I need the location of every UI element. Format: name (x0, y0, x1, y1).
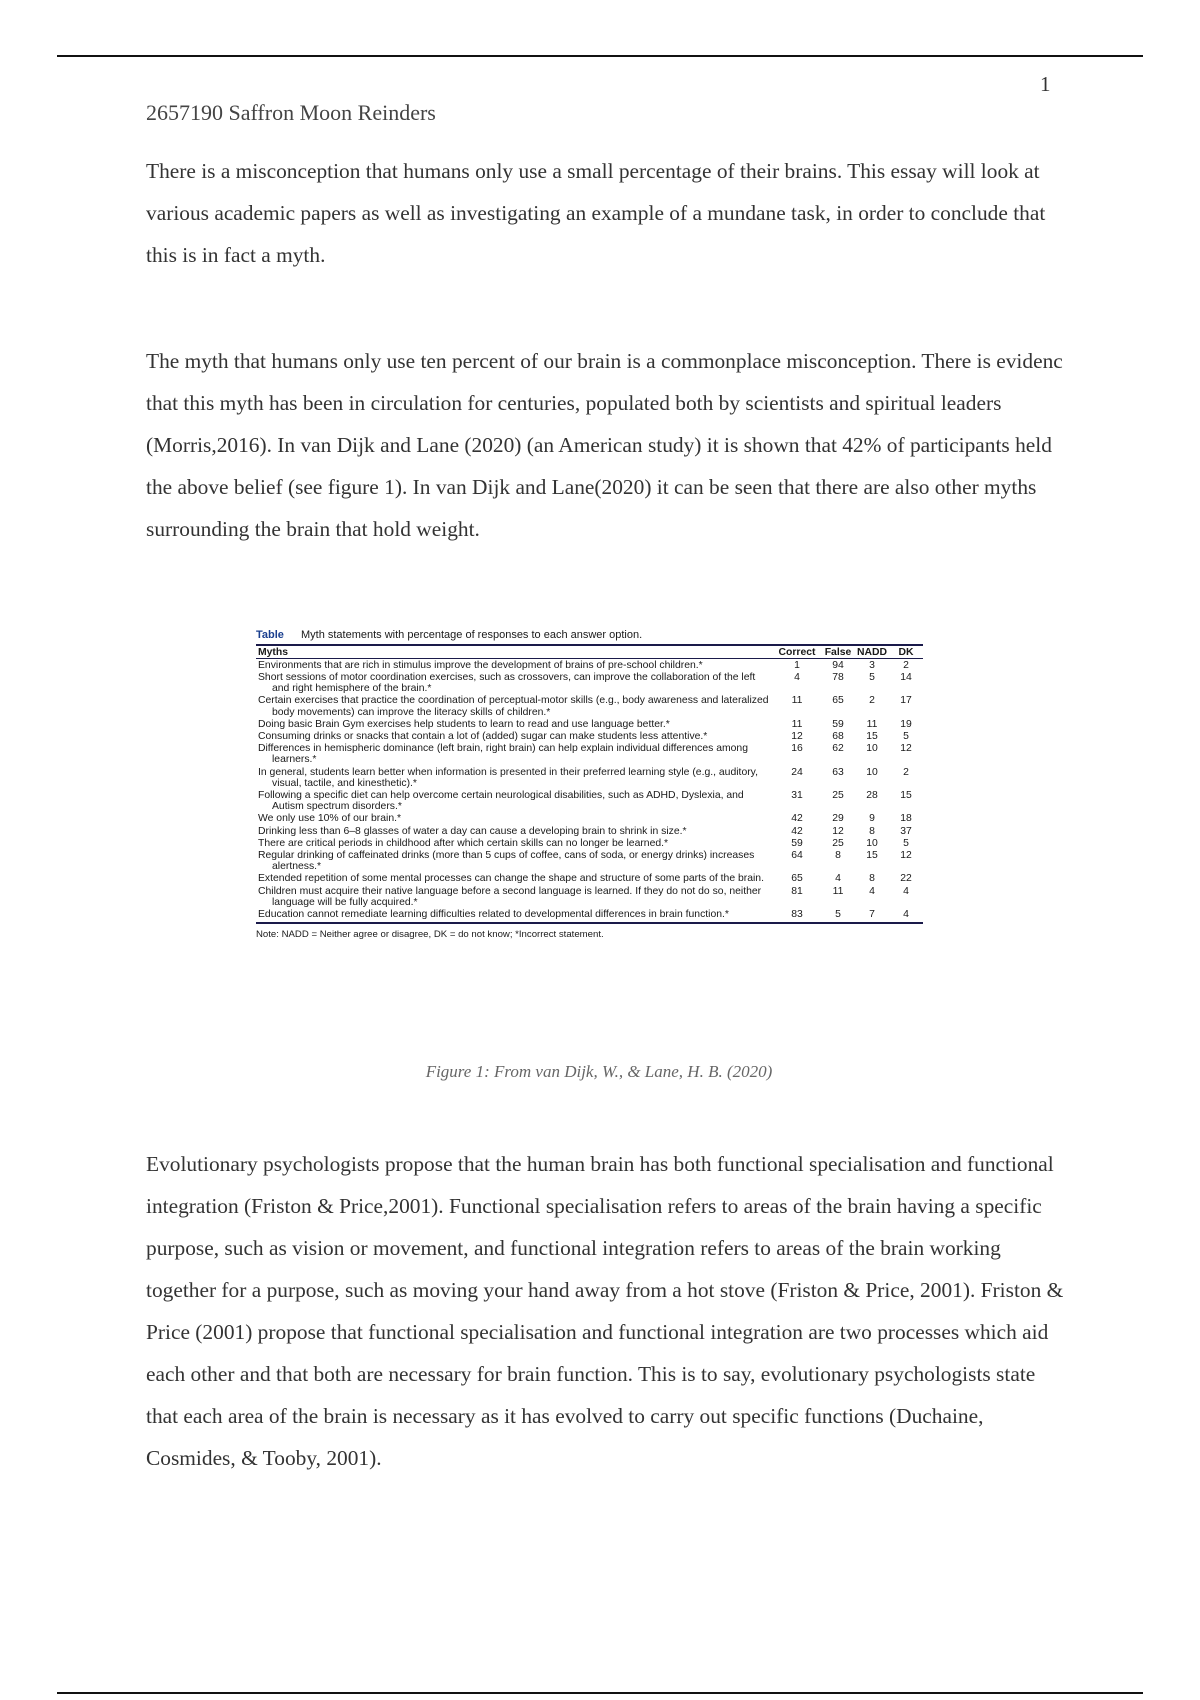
myth-statement: We only use 10% of our brain.* (258, 813, 402, 825)
table-row (256, 730, 923, 742)
myth-statement: Extended repetition of some mental processes can change the shape and structure of some parts of the brain. (258, 873, 764, 885)
response-percent: 12 (900, 849, 912, 861)
response-percent: 25 (832, 789, 844, 801)
author-line: 2657190 Saffron Moon Reinders (146, 100, 436, 125)
myth-statement: Environments that are rich in stimulus improve the development of brains of pre-school children.* (258, 659, 703, 671)
response-percent: 59 (791, 837, 803, 849)
response-percent: 11 (791, 695, 803, 707)
table-row (256, 695, 923, 718)
response-percent: 10 (866, 837, 878, 849)
response-percent: 24 (791, 766, 803, 778)
response-percent: 15 (900, 789, 912, 801)
response-percent: 65 (832, 695, 844, 707)
myth-statement: Doing basic Brain Gym exercises help students to learn to read and use language better.* (258, 718, 670, 730)
response-percent: 7 (855, 908, 889, 923)
response-percent: 29 (832, 813, 844, 825)
table-row (256, 659, 923, 672)
myth-statement: Following a specific diet can help overcome certain neurological disabilities, such as ADHD, Dyslexia, and Autism spectrum disorders.* (258, 789, 744, 813)
response-percent: 81 (791, 885, 803, 897)
figure-table-image (256, 628, 923, 941)
response-percent: 42 (791, 813, 803, 825)
response-percent: 12 (900, 743, 912, 755)
table-row (256, 743, 923, 766)
response-percent: 17 (900, 695, 912, 707)
response-percent: 78 (832, 671, 844, 683)
myth-statement: Differences in hemispheric dominance (left brain, right brain) can help explain individual differences among learners.* (258, 743, 748, 766)
response-percent: 42 (791, 825, 803, 837)
myth-statement: Consuming drinks or snacks that contain a lot of (added) sugar can make students less attentive.* (258, 730, 708, 742)
response-percent: 4 (889, 908, 923, 923)
response-percent: 4 (835, 873, 841, 885)
response-percent: 63 (832, 766, 844, 778)
response-percent: 64 (791, 849, 803, 861)
response-percent: 5 (821, 908, 855, 923)
response-percent: 10 (866, 766, 878, 778)
response-percent: 5 (903, 730, 909, 742)
footer-rule (57, 1692, 1143, 1694)
table-header-row (256, 646, 923, 659)
table-row (256, 789, 923, 812)
response-percent: 14 (900, 671, 912, 683)
myth-table (256, 646, 923, 924)
table-row (256, 766, 923, 789)
table-row (256, 718, 923, 730)
response-percent: 3 (869, 659, 875, 671)
response-percent: 2 (903, 659, 909, 671)
intro-paragraph: There is a misconception that humans only use a small percentage of their brains. This essay will look at various academic papers as well as investigating an example of a mundane task, in order to conclude that this is in fact a myth. (146, 159, 1046, 267)
response-percent: 2 (869, 695, 875, 707)
response-percent: 9 (869, 813, 875, 825)
response-percent: 4 (794, 671, 800, 683)
response-percent: 19 (900, 718, 912, 730)
response-percent: 15 (866, 730, 878, 742)
response-percent: 18 (900, 813, 912, 825)
myth-statement: Regular drinking of caffeinated drinks (more than 5 cups of coffee, cans of soda, or energy drinks) increases alertness.* (258, 849, 755, 873)
response-percent: 11 (791, 718, 803, 730)
table-title: Myth statements with percentage of responses to each answer option. (300, 629, 643, 641)
page-number: 1 (1040, 72, 1051, 96)
response-percent: 59 (832, 718, 844, 730)
response-percent: 8 (835, 849, 841, 861)
response-percent: 22 (900, 873, 912, 885)
response-percent: 16 (791, 743, 803, 755)
response-percent: 8 (869, 825, 875, 837)
response-percent: 62 (832, 743, 844, 755)
table-row (256, 671, 923, 694)
response-percent: 5 (869, 671, 875, 683)
myth-statement: Drinking less than 6–8 glasses of water a day can cause a developing brain to shrink in size.* (258, 825, 687, 837)
table-row (256, 908, 923, 923)
response-percent: 4 (869, 885, 875, 897)
header-false: False (821, 646, 855, 659)
myth-statement: In general, students learn better when information is presented in their preferred learning style (e.g., auditory, visual, tactile, and kinesthetic).* (258, 766, 758, 789)
response-percent: 37 (900, 825, 912, 837)
myth-paragraph: The myth that humans only use ten percent of our brain is a commonplace misconception. There is evidenc that this myth has been in circulation for centuries, populated both by scientists and spiritual leaders (Morris,2016). In van Dijk and Lane (2020) (an American study) it is shown that 42% of participants held the above belief (see figure 1). In van Dijk and Lane(2020) it can be seen that there are also other myths surrounding the brain that hold weight. (146, 349, 1063, 541)
table-row (256, 837, 923, 849)
response-percent: 68 (832, 730, 844, 742)
response-percent: 10 (866, 743, 878, 755)
table-row (256, 813, 923, 825)
table-row (256, 825, 923, 837)
response-percent: 31 (791, 789, 803, 801)
table-caption (256, 628, 923, 646)
response-percent: 65 (791, 873, 803, 885)
response-percent: 25 (832, 837, 844, 849)
myth-statement: There are critical periods in childhood after which certain skills can no longer be learned.* (258, 837, 669, 849)
header-nadd: NADD (856, 647, 887, 658)
table-row (256, 849, 923, 872)
response-percent: 11 (866, 718, 878, 730)
response-percent: 5 (903, 837, 909, 849)
table-row (256, 885, 923, 908)
response-percent: 2 (903, 766, 909, 778)
table-note: Note: NADD = Neither agree or disagree, DK = do not know; *Incorrect statement. (256, 929, 604, 941)
myth-statement: Children must acquire their native language before a second language is learned. If they do not do so, neither language will be fully acquired.* (258, 885, 762, 908)
response-percent: 15 (866, 849, 878, 861)
header-myths: Myths (256, 646, 773, 659)
response-percent: 83 (773, 908, 821, 923)
response-percent: 1 (794, 659, 800, 671)
response-percent: 28 (866, 789, 878, 801)
myth-statement: Education cannot remediate learning difficulties related to developmental differences in brain function.* (256, 908, 773, 923)
header-correct: Correct (773, 646, 821, 659)
figure-caption: Figure 1: From van Dijk, W., & Lane, H. B. (2020) (425, 1062, 773, 1081)
response-percent: 4 (903, 885, 909, 897)
evolution-paragraph: Evolutionary psychologists propose that the human brain has both functional specialisation and functional integration (Friston & Price,2001). Functional specialisation refers to areas of the brain having a specific purpose, such as vision or movement, and functional integration refers to areas of the brain working together for a purpose, such as moving your hand away from a hot stove (Friston & Price, 2001). Friston & Price (2001) propose that functional specialisation and functional integration are two processes which aid each other and that both are necessary for brain function. This is to say, evolutionary psychologists state that each area of the brain is necessary as it has evolved to carry out specific functions (Duchaine, Cosmides, & Tooby, 2001). (146, 1152, 1064, 1470)
header-dk: DK (889, 646, 923, 659)
myth-statement: Certain exercises that practice the coordination of perceptual-motor skills (e.g., body awareness and lateralized body movements) can improve the literacy skills of children.* (258, 695, 769, 718)
response-percent: 11 (832, 885, 844, 897)
myth-statement: Short sessions of motor coordination exercises, such as crossovers, can improve the collaboration of the left and right hemisphere of the brain.* (258, 671, 756, 695)
response-percent: 94 (832, 659, 844, 671)
response-percent: 8 (869, 873, 875, 885)
response-percent: 12 (791, 730, 803, 742)
header-rule (57, 55, 1143, 57)
table-label: Table (256, 629, 284, 641)
table-row (256, 873, 923, 885)
response-percent: 12 (832, 825, 844, 837)
